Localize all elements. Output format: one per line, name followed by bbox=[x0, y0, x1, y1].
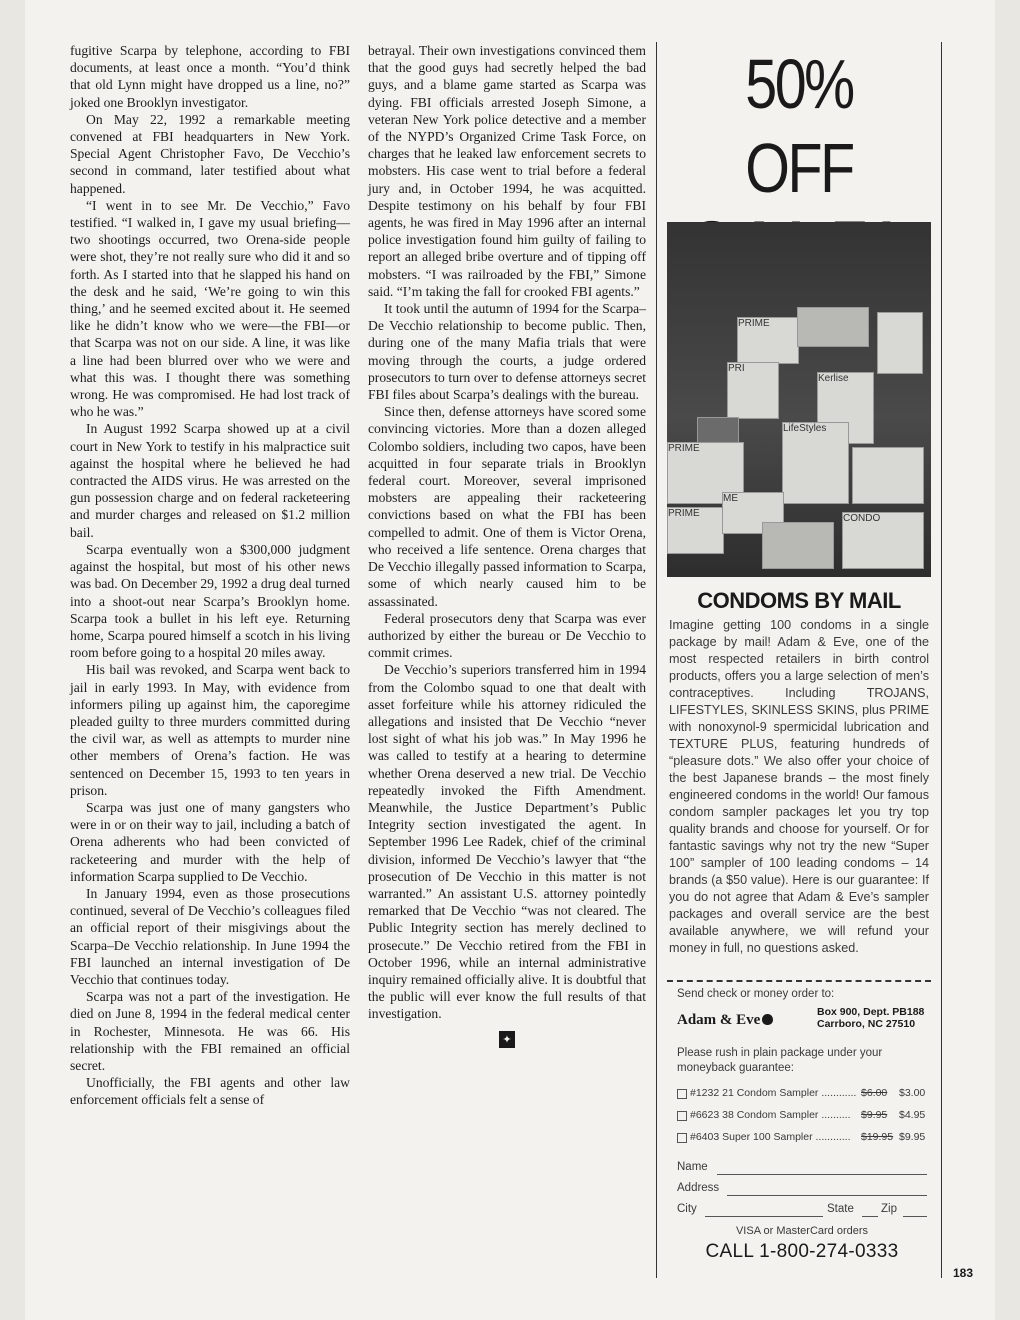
brand-name: Adam & Eve bbox=[677, 1012, 761, 1028]
address-field[interactable] bbox=[677, 1179, 927, 1200]
paragraph: Federal prosecutors deny that Scarpa was ever authorized by either the bureau or De Vecchio to commit crimes. bbox=[368, 610, 646, 661]
old-price: $6.00 bbox=[861, 1087, 888, 1099]
package: PRIME bbox=[667, 507, 724, 554]
product-name: #6623 38 Condom Sampler .......... bbox=[690, 1109, 851, 1121]
sale-price: $4.95 bbox=[899, 1109, 926, 1121]
city-line[interactable] bbox=[705, 1216, 823, 1217]
apple-icon bbox=[762, 1014, 773, 1025]
end-mark-icon: ✦ bbox=[499, 1031, 515, 1048]
page-number: 183 bbox=[953, 1266, 974, 1280]
package: CONDO bbox=[842, 512, 924, 569]
package: PRIME bbox=[737, 317, 799, 364]
brand-row bbox=[677, 1006, 927, 1042]
package: LifeStyles bbox=[782, 422, 849, 504]
product-checkbox[interactable] bbox=[677, 1111, 687, 1121]
phone-number[interactable]: CALL 1-800-274-0333 bbox=[705, 1241, 899, 1262]
address-label: Address bbox=[677, 1182, 720, 1194]
address-line[interactable] bbox=[727, 1195, 927, 1196]
visa-text: VISA or MasterCard orders bbox=[735, 1225, 869, 1237]
paragraph: “I went in to see Mr. De Vecchio,” Favo testified. “I walked in, I gave my usual briefing—two shootings occurred, two Orena-side people were shot, they’re not really sure who did it and so forth. As I started into that he slapped his hand on the desk and he said, ‘We’re going to win this thing,’ and he seemed excited about it. He seemed like he didn’t know who we were—the FBI—or that Scarpa was not on our side. A line, it was like a line had been blurred over who we were and what this was. I thought there was something wrong. He was compromised. He had lost track of who he was.” bbox=[70, 197, 350, 420]
package bbox=[797, 307, 869, 347]
paragraph: Scarpa eventually won a $300,000 judgment against the hospital, but most of his other news was bad. On December 29, 1992 a drug deal turned into a shoot-out near Scarpa’s Brooklyn home. Scarpa took a bullet in his left eye. Returning home, Scarpa poured himself a scotch in his living room before going to a hospital 20 miles away. bbox=[70, 541, 350, 661]
product-photo bbox=[667, 222, 931, 577]
magazine-page bbox=[25, 0, 995, 1320]
paragraph: In August 1992 Scarpa showed up at a civil court in New York to testify in his malpractice suit against the hospital where he believed he had contracted the AIDS virus. He was arrested on the gun possession charge and on federal racketeering and murder charges and released on $1.2 million bail. bbox=[70, 421, 350, 540]
old-price: $9.95 bbox=[861, 1109, 888, 1121]
product-option[interactable] bbox=[677, 1128, 927, 1150]
name-field[interactable] bbox=[677, 1158, 927, 1179]
paragraph: De Vecchio’s superiors transferred him in 1994 from the Colombo squad to one that dealt with asset forfeiture while his attorney ridiculed the allegations and insisted that De Vecchio “never lost sight of what his job was.” In May 1996 he was called to testify at a hearing to determine whether Orena deserved a new trial. De Vecchio repeatedly invoked the Fifth Amendment. Meanwhile, the Justice Department’s Public Integrity section investigated the agent. In September 1996 Lee Radek, chief of the criminal division, informed De Vecchio’s lawyer that “the prosecution of De Vecchio in this matter is not warranted.” An assistant U.S. attorney pointedly remarked that De Vecchio “was not cleared. The Public Integrity section has merely declined to prosecute.” De Vecchio retired from the FBI in October 1996, while an internal administrative inquiry remained officially alive. It is doubtful that the public will ever know the full results of that investigation. bbox=[368, 662, 646, 1022]
paragraph: Scarpa was not a part of the investigation. He died on June 8, 1994 in the federal medical center in Rochester, Minnesota. He was 66. His relationship with the FBI remained an official secret. bbox=[70, 989, 350, 1073]
order-coupon bbox=[677, 988, 927, 1263]
old-price: $19.95 bbox=[861, 1131, 894, 1143]
paragraph: His bail was revoked, and Scarpa went back to jail in early 1993. In May, with evidence from informers piling up against him, the caporegime pleaded guilty to three murders committed during the civil war, as well as attempts to murder nine other members of Orena’s faction. He was sentenced on December 15, 1993 to ten years in prison. bbox=[70, 662, 350, 798]
ad-body: Imagine getting 100 condoms in a single package by mail! Adam & Eve, one of the most respected retailers in birth control products, offers you a large selection of men’s contraceptives. Including TROJANS, LIFESTYLES, SKINLESS SKINS, plus PRIME with nonoxynol-9 spermicidal lubrication and TEXTURE PLUS, featuring hundreds of “pleasure dots.” We also offer your choice of the best Japanese brands – the most finely engineered condoms in the world! Our famous condom sampler packages let you try top quality brands and choose for yourself. Or for fantastic savings why not try the new “Super 100” sampler of 100 leading condoms – 14 brands (a $50 value). Here is our guarantee: If you do not agree that Adam & Eve’s sampler packages and overall service are the best available anywhere, we will refund your money in full, no questions asked. bbox=[669, 618, 929, 955]
paragraph: In January 1994, even as those prosecutions continued, several of De Vecchio’s colleagues filed an official report of their misgivings about the Scarpa–De Vecchio relationship. In June 1994 the FBI launched an internal investigation of De Vecchio that continues today. bbox=[70, 885, 350, 987]
send-to-text: Send check or money order to: bbox=[677, 988, 835, 1000]
article-column-1 bbox=[70, 42, 350, 1109]
package bbox=[852, 447, 924, 504]
sale-price: $9.95 bbox=[899, 1131, 926, 1143]
zip-line[interactable] bbox=[903, 1216, 927, 1217]
package bbox=[877, 312, 923, 374]
product-option[interactable] bbox=[677, 1084, 927, 1106]
name-line[interactable] bbox=[717, 1174, 927, 1175]
paragraph: On May 22, 1992 a remarkable meeting convened at FBI headquarters in New York. Special Agent Christopher Favo, De Vecchio’s second in command, later testified about what happened. bbox=[70, 111, 350, 196]
package: PRI bbox=[727, 362, 779, 419]
brand-logo bbox=[677, 1012, 773, 1029]
city-state-zip-field[interactable] bbox=[677, 1200, 927, 1221]
paragraph: Scarpa was just one of many gangsters who were in or on their way to jail, including a batch of Orena adherents who had been convicted of racketeering and murder with the help of information Scarpa supplied to De Vecchio. bbox=[70, 799, 350, 884]
paragraph: betrayal. Their own investigations convinced them that the good guys had secretly helped the bad guys, and a blame game started as Scarpa was dying. FBI officials arrested Joseph Simone, a veteran New York police detective and a member of the NYPD’s Organized Crime Task Force, on charges that he leaked law enforcement secrets to mobsters. His case went to trial before a federal jury and, in October 1994, he was acquitted. Despite testimony on his behalf by four FBI agents, he was fired in May 1996 after an internal police investigation found him guilty of failing to report an alleged bribe overture and of tipping off mobsters. “I was railroaded by the FBI,” Simone said. “I’m taking the fall for crooked FBI agents.” bbox=[368, 43, 646, 299]
ad-title: CONDOMS BY MAIL bbox=[697, 588, 901, 613]
product-checkbox[interactable] bbox=[677, 1089, 687, 1099]
product-name: #1232 21 Condom Sampler ............ bbox=[690, 1087, 857, 1099]
paragraph: Unofficially, the FBI agents and other law enforcement officials felt a sense of bbox=[70, 1075, 350, 1108]
city-label: City bbox=[677, 1203, 697, 1215]
condoms-by-mail-ad bbox=[656, 42, 942, 1278]
package: Kerlise bbox=[817, 372, 874, 444]
product-option[interactable] bbox=[677, 1106, 927, 1128]
paragraph: Since then, defense attorneys have scored some convincing victories. More than a dozen alleged Colombo soldiers, including two capos, have been acquitted in four separate trials in Brooklyn federal court. Moreover, several imprisoned mobsters are appealing their racketeering convictions based on what the FBI has been compelled to admit. One of them is Victor Orena, who received a life sentence. Orena charges that De Vecchio illegally passed information to Scarpa, some of which nearly caused him to be assassinated. bbox=[368, 404, 646, 609]
rush-text: Please rush in plain package under your moneyback guarantee: bbox=[677, 1047, 883, 1074]
product-checkbox[interactable] bbox=[677, 1133, 687, 1143]
zip-label: Zip bbox=[881, 1203, 897, 1215]
article-column-2 bbox=[368, 42, 646, 1048]
state-label: State bbox=[827, 1203, 854, 1215]
paragraph: fugitive Scarpa by telephone, according to FBI documents, at least once a month. “You’d think that old Lynn might have dropped us a line, no?” joked one Brooklyn investigator. bbox=[70, 43, 350, 110]
name-label: Name bbox=[677, 1161, 708, 1173]
coupon-cut-line bbox=[667, 980, 931, 982]
address-line-2: Carrboro, NC 27510 bbox=[817, 1018, 916, 1030]
package: ME bbox=[722, 492, 784, 534]
package bbox=[762, 522, 834, 569]
package: PRIME bbox=[667, 442, 744, 504]
address-line-1: Box 900, Dept. PB188 bbox=[817, 1006, 925, 1018]
state-line[interactable] bbox=[862, 1216, 878, 1217]
sale-price: $3.00 bbox=[899, 1087, 926, 1099]
headline-50-off: 50% OFF bbox=[745, 45, 853, 207]
product-name: #6403 Super 100 Sampler ............ bbox=[690, 1131, 851, 1143]
mail-address bbox=[817, 1006, 924, 1030]
paragraph: It took until the autumn of 1994 for the Scarpa–De Vecchio relationship to become public. Then, during one of the many Mafia trials that were moving through the courts, a judge ordered prosecutors to turn over to defense attorneys secret FBI files about Scarpa’s dealings with the bureau. bbox=[368, 301, 646, 403]
